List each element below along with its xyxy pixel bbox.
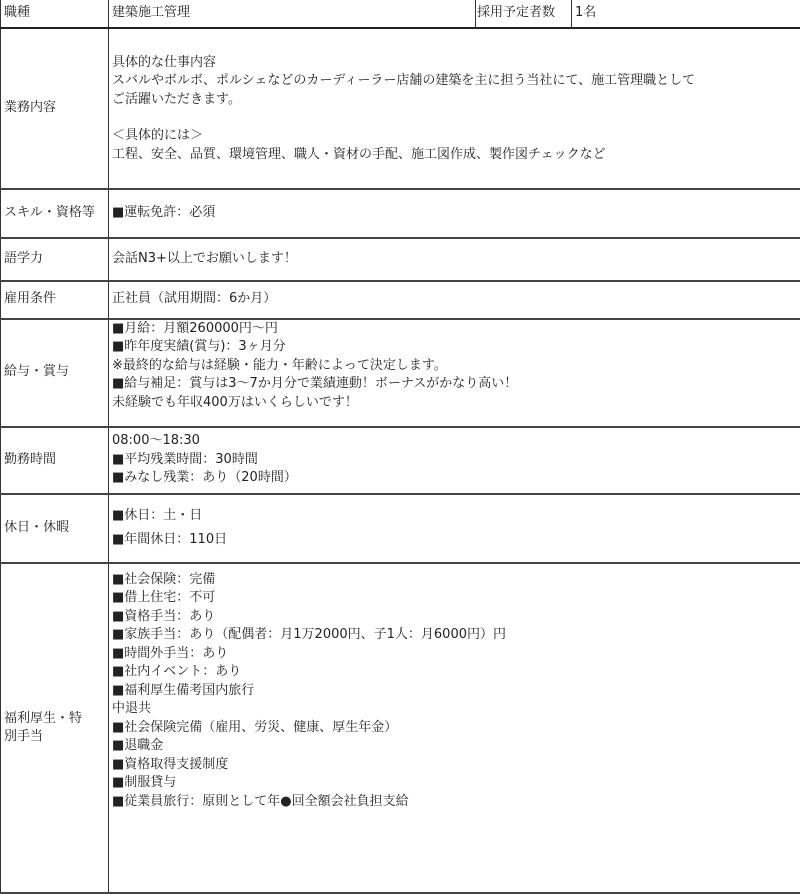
content-line: ■退職金 [112, 737, 798, 756]
content-line: ご活躍いただきます。 [112, 91, 798, 110]
content-line: ■制服貸与 [112, 774, 798, 793]
table-row-holidays [1, 494, 800, 563]
row-content [109, 28, 800, 189]
row-content [109, 494, 800, 563]
content-line: ■休日：土・日 [112, 504, 798, 528]
row-content [109, 427, 800, 494]
content-line: ■社内イベント：あり [112, 663, 798, 682]
content-line: ■給与補足：賞与は3〜7か月分で業績連動！ボーナスがかなり高い！ [112, 375, 798, 394]
row-content [109, 189, 800, 238]
content-line: 未経験でも年収400万はいくらしいです！ [112, 394, 798, 413]
content-line: 工程、安全、品質、環境管理、職人・資材の手配、施工図作成、製作図チェックなど [112, 146, 798, 165]
content-line: 会話N3+以上でお願いします！ [112, 250, 798, 269]
hiring-count-value: 1名 [572, 0, 800, 28]
content-line: 中退共 [112, 700, 798, 719]
content-line: ■資格手当：あり [112, 608, 798, 627]
row-label [1, 563, 109, 893]
content-line: ■社会保険：完備 [112, 571, 798, 590]
hiring-count-label: 採用予定者数 [476, 0, 572, 28]
content-line: ■家族手当：あり（配偶者：月1万2000円、子1人：月6000円）円 [112, 626, 798, 645]
row-label: 給与・賞与 [1, 319, 109, 427]
job-type-value: 建築施工管理 [109, 0, 476, 28]
row-label: 休日・休暇 [1, 494, 109, 563]
content-line: ■社会保険完備（雇用、労災、健康、厚生年金） [112, 719, 798, 738]
content-line: 08:00〜18:30 [112, 432, 798, 451]
row-content [109, 563, 800, 893]
content-line: ■平均残業時間：30時間 [112, 451, 798, 470]
row-content [109, 281, 800, 319]
row-label: 勤務時間 [1, 427, 109, 494]
table-row-salary [1, 319, 800, 427]
row-label: スキル・資格等 [1, 189, 109, 238]
table-row-employment [1, 281, 800, 319]
row-content [109, 319, 800, 427]
row-label: 語学力 [1, 238, 109, 281]
content-line: ■福利厚生備考国内旅行 [112, 682, 798, 701]
row-content [109, 238, 800, 281]
job-type-label: 職種 [1, 0, 109, 28]
content-line: ■借上住宅：不可 [112, 589, 798, 608]
content-line: ■資格取得支援制度 [112, 756, 798, 775]
row-label-text: 福利厚生・特別手当 [4, 710, 94, 747]
content-line: ■みなし残業：あり（20時間） [112, 469, 798, 488]
content-line: ■昨年度実績(賞与)：3ヶ月分 [112, 338, 798, 357]
blank-line [112, 109, 798, 127]
content-line: ■運転免許：必須 [112, 204, 798, 223]
content-line: スバルやボルボ、ポルシェなどのカーディーラー店舗の建築を主に担う当社にて、施工管理職として [112, 72, 798, 91]
header-row [1, 0, 800, 28]
content-line: 正社員（試用期間：6か月） [112, 290, 798, 309]
content-line: ※最終的な給与は経験・能力・年齢によって決定します。 [112, 357, 798, 376]
table-row-skills [1, 189, 800, 238]
table-row-working-hours [1, 427, 800, 494]
content-line: 具体的な仕事内容 [112, 54, 798, 73]
content-line: ■年間休日：110日 [112, 528, 798, 552]
row-label: 業務内容 [1, 28, 109, 189]
table-row-benefits [1, 563, 800, 893]
table-row-language [1, 238, 800, 281]
table-row-job-description [1, 28, 800, 189]
content-line: ■月給：月額260000円〜円 [112, 320, 798, 339]
content-line: ＜具体的には＞ [112, 127, 798, 146]
content-line: ■従業員旅行：原則として年●回全額会社負担支給 [112, 793, 798, 812]
content-line: ■時間外手当：あり [112, 645, 798, 664]
row-label: 雇用条件 [1, 281, 109, 319]
